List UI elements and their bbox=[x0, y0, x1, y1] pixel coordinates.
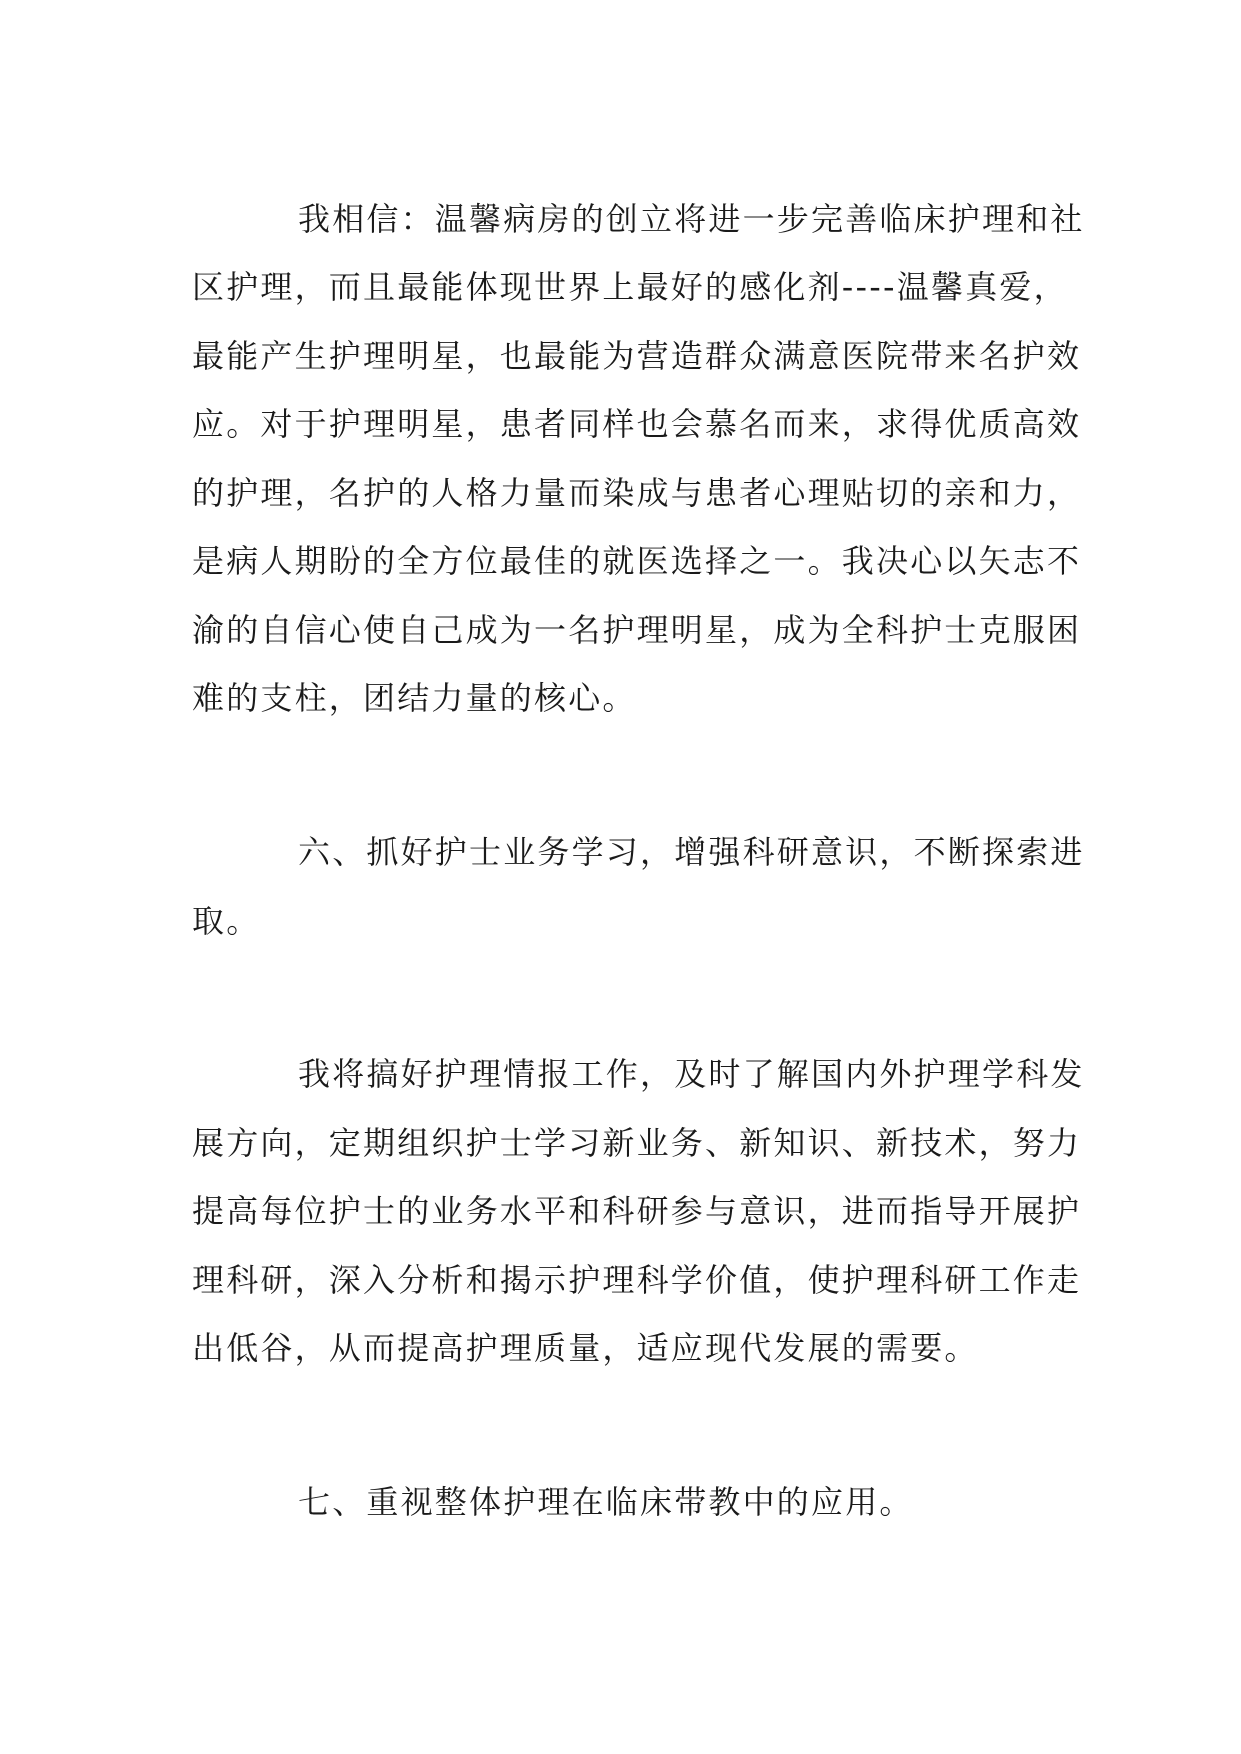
paragraph-line: 是病人期盼的全方位最佳的就医选择之一。我决心以矢志不 bbox=[192, 542, 1082, 580]
paragraph-line: 理科研，深入分析和揭示护理科学价值，使护理科研工作走 bbox=[192, 1261, 1082, 1299]
paragraph-line: 我相信：温馨病房的创立将进一步完善临床护理和社 bbox=[298, 200, 1085, 238]
paragraph-line: 展方向，定期组织护士学习新业务、新知识、新技术，努力 bbox=[192, 1124, 1082, 1162]
paragraph-line: 区护理，而且最能体现世界上最好的感化剂----温馨真爱， bbox=[192, 268, 1068, 306]
paragraph-line: 七、重视整体护理在临床带教中的应用。 bbox=[298, 1483, 914, 1521]
paragraph-line: 的护理，名护的人格力量而染成与患者心理贴切的亲和力， bbox=[192, 474, 1082, 512]
paragraph-line: 应。对于护理明星，患者同样也会慕名而来，求得优质高效 bbox=[192, 405, 1082, 443]
paragraph-line: 取。 bbox=[192, 902, 261, 940]
paragraph-line: 出低谷，从而提高护理质量，适应现代发展的需要。 bbox=[192, 1329, 979, 1367]
paragraph-line: 渝的自信心使自己成为一名护理明星，成为全科护士克服困 bbox=[192, 611, 1082, 649]
paragraph-line: 六、抓好护士业务学习，增强科研意识，不断探索进 bbox=[298, 833, 1085, 871]
paragraph-line: 我将搞好护理情报工作，及时了解国内外护理学科发 bbox=[298, 1055, 1085, 1093]
paragraph-line: 难的支柱，团结力量的核心。 bbox=[192, 679, 637, 717]
paragraph-line: 提高每位护士的业务水平和科研参与意识，进而指导开展护 bbox=[192, 1192, 1082, 1230]
paragraph-line: 最能产生护理明星，也最能为营造群众满意医院带来名护效 bbox=[192, 337, 1082, 375]
